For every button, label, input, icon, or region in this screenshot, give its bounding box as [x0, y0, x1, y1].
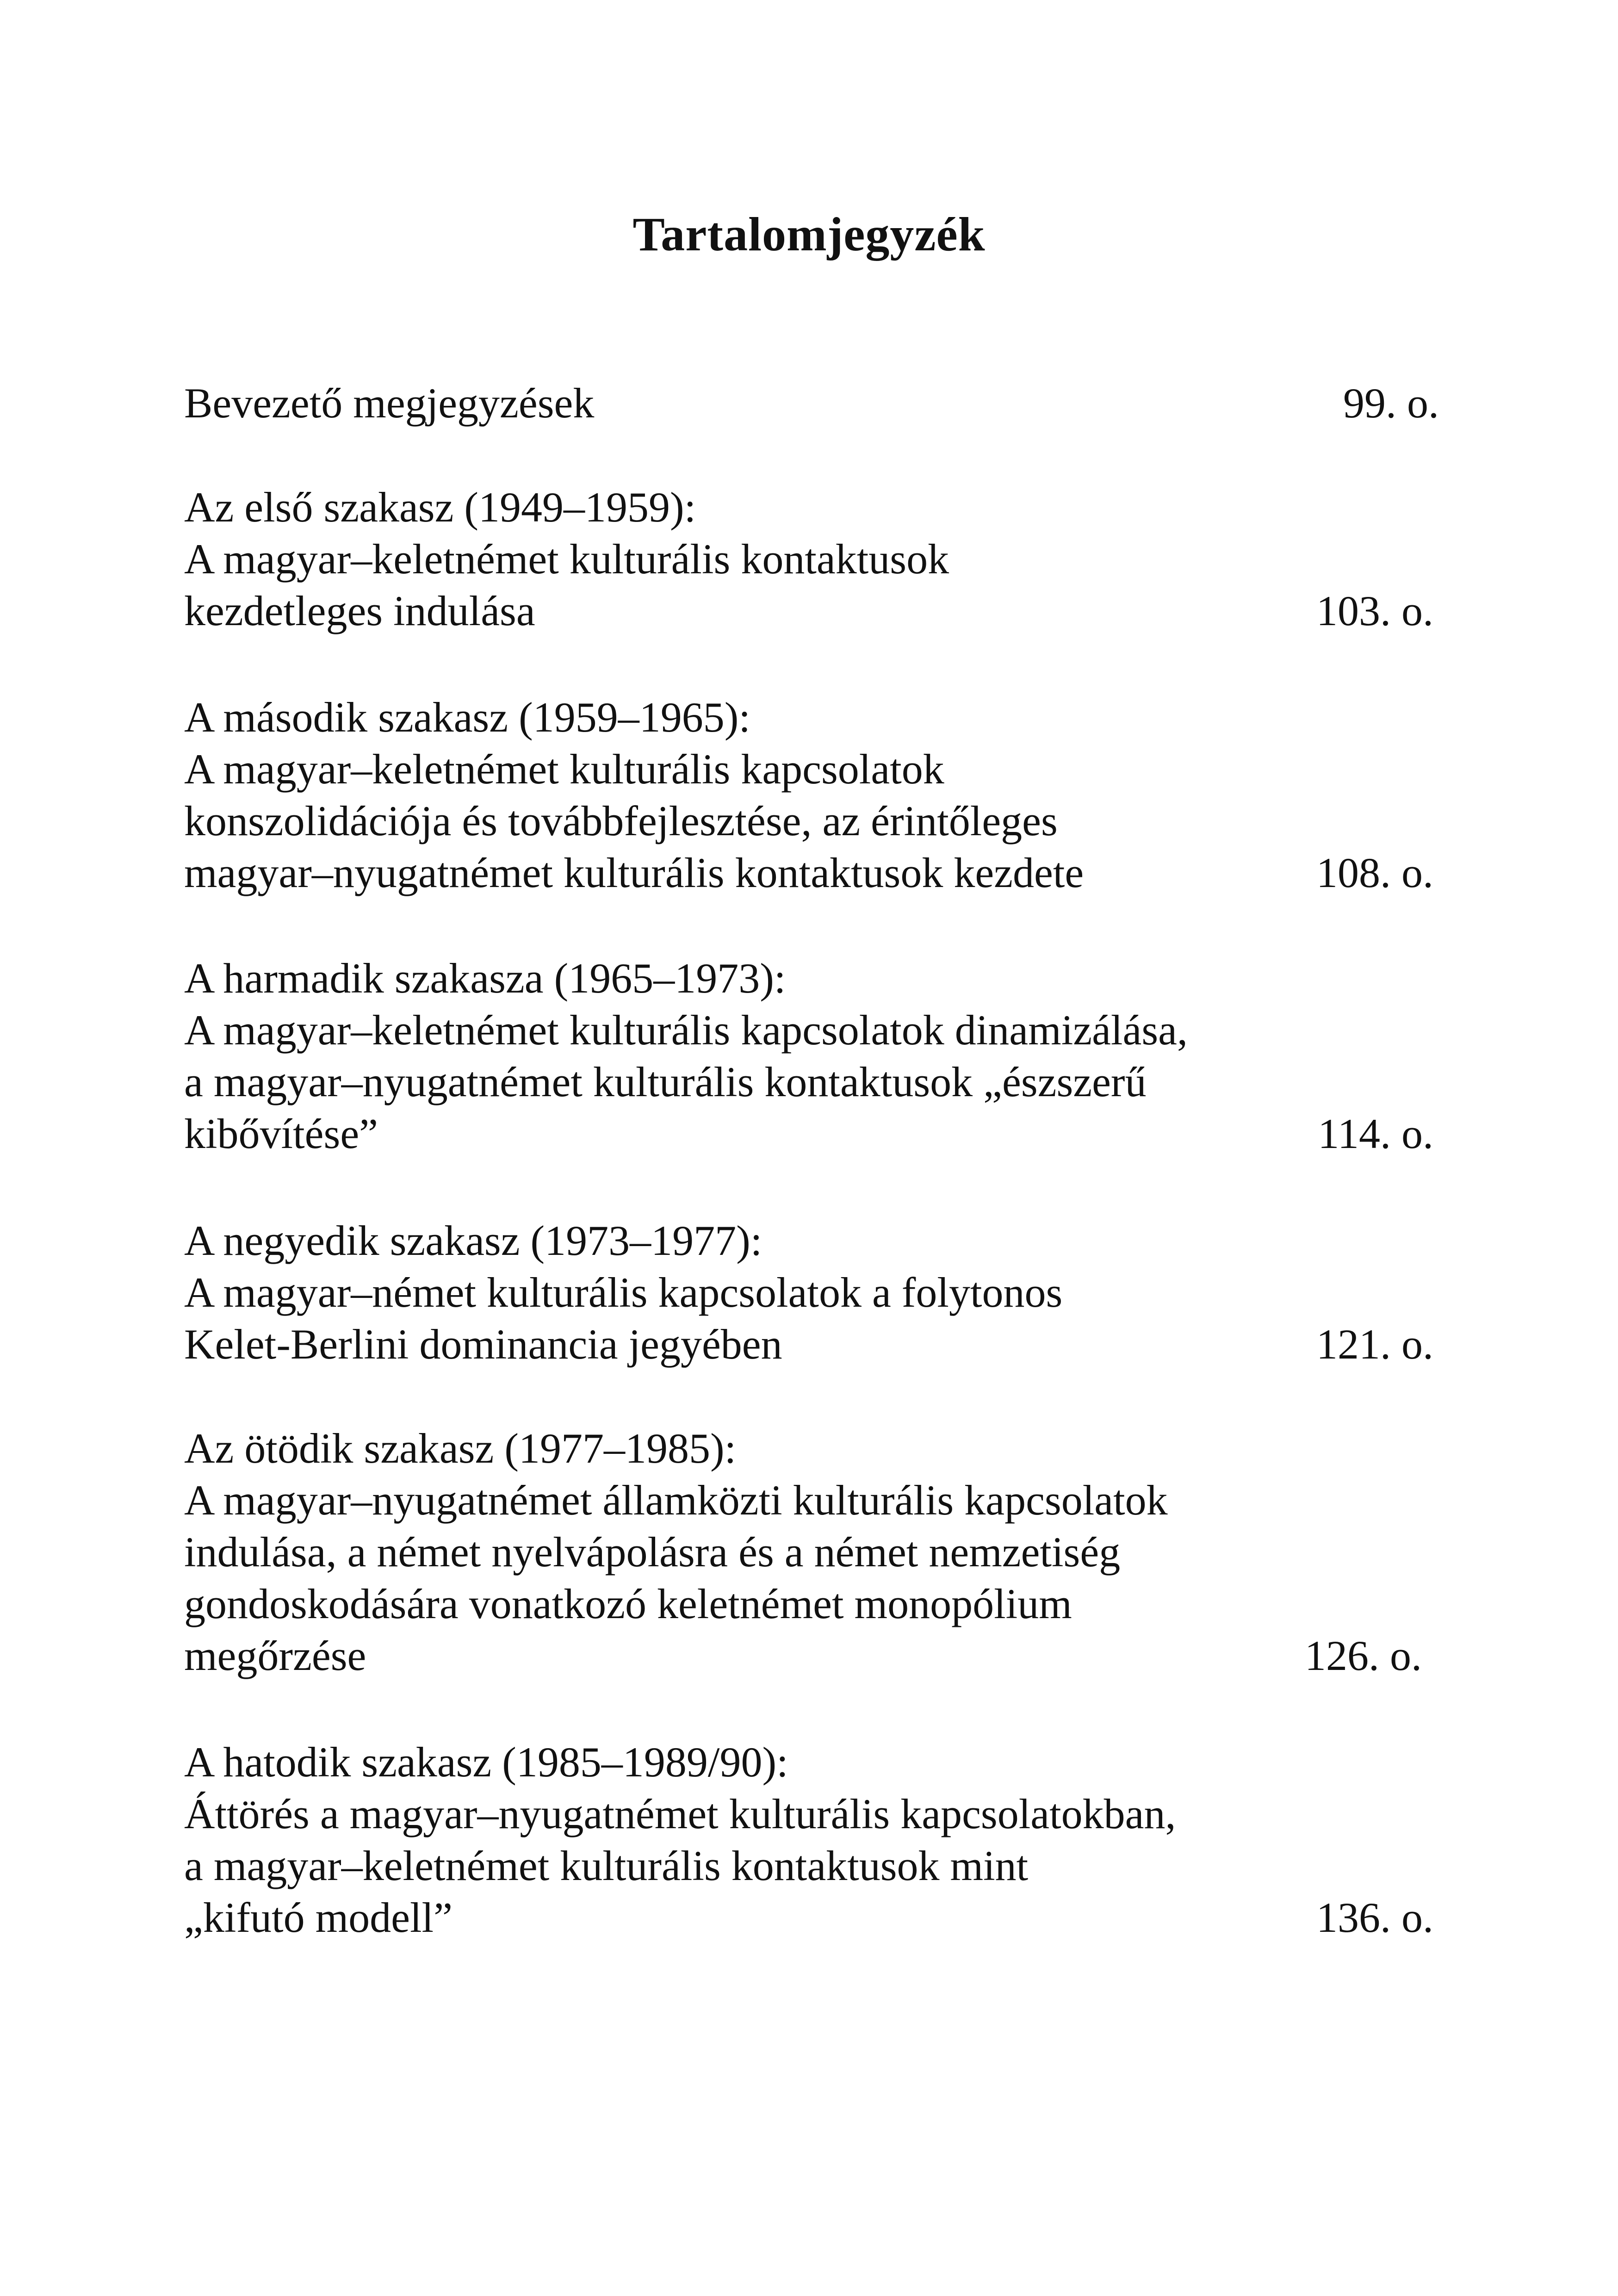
- toc-entry-line: Áttörés a magyar–nyugatnémet kulturális kapcsolatokban,: [184, 1790, 1176, 1837]
- page-title: Tartalomjegyzék: [632, 208, 986, 261]
- toc-page-number: 121. o.: [1316, 1321, 1433, 1368]
- toc-entry-line: kibővítése”: [184, 1110, 378, 1157]
- toc-entry-line: Kelet-Berlini dominancia jegyében: [184, 1321, 782, 1368]
- toc-entry-line: Az első szakasz (1949–1959):: [184, 484, 696, 531]
- toc-entry-line: a magyar–keletnémet kulturális kontaktusok mint: [184, 1842, 1029, 1889]
- toc-entry-line: A magyar–keletnémet kulturális kapcsolatok: [184, 745, 944, 793]
- toc-entry-section-2[interactable]: [184, 691, 1433, 899]
- toc-page-number: 126. o.: [1305, 1632, 1422, 1679]
- toc-page-number: 136. o.: [1316, 1894, 1433, 1941]
- toc-entry-introduction[interactable]: [184, 377, 1439, 429]
- toc-entry-line: A magyar–keletnémet kulturális kontaktusok: [184, 535, 949, 583]
- toc-entry-line: A magyar–német kulturális kapcsolatok a folytonos: [184, 1269, 1063, 1316]
- toc-entry-line: Az ötödik szakasz (1977–1985):: [184, 1425, 737, 1472]
- toc-entry-line: A harmadik szakasza (1965–1973):: [184, 955, 786, 1002]
- toc-page-number: 108. o.: [1316, 849, 1433, 896]
- toc-entry-line: indulása, a német nyelvápolásra és a német nemzetiség: [184, 1528, 1121, 1576]
- toc-entry-line: A második szakasz (1959–1965):: [184, 694, 750, 741]
- toc-entry-line: gondoskodására vonatkozó keletnémet monopólium: [184, 1580, 1072, 1627]
- toc-page-number: 103. o.: [1316, 587, 1433, 634]
- toc-entry-line: a magyar–nyugatnémet kulturális kontaktusok „észszerű: [184, 1058, 1147, 1105]
- toc-entry-section-4[interactable]: [184, 1215, 1433, 1370]
- toc-entry-line: A negyedik szakasz (1973–1977):: [184, 1217, 763, 1264]
- toc-entry-line: konszolidációja és továbbfejlesztése, az érintőleges: [184, 797, 1058, 844]
- toc-entry-line: megőrzése: [184, 1632, 366, 1679]
- toc-entry-line: A magyar–nyugatnémet államközti kulturális kapcsolatok: [184, 1477, 1168, 1524]
- toc-entry-line: A hatodik szakasz (1985–1989/90):: [184, 1738, 788, 1786]
- toc-entry-line: kezdetleges indulása: [184, 587, 535, 634]
- toc-page-number: 99. o.: [1343, 379, 1439, 427]
- toc-entry-line: „kifutó modell”: [184, 1894, 453, 1941]
- toc-entry-line: A magyar–keletnémet kulturális kapcsolatok dinamizálása,: [184, 1006, 1188, 1054]
- toc-entry-line: Bevezető megjegyzések: [184, 379, 595, 427]
- toc-entry-section-3[interactable]: [184, 952, 1433, 1160]
- toc-entry-section-5[interactable]: [184, 1422, 1433, 1682]
- toc-page-number: 114. o.: [1318, 1110, 1433, 1157]
- toc-entry-section-1[interactable]: [184, 481, 1433, 637]
- toc-entry-line: magyar–nyugatnémet kulturális kontaktusok kezdete: [184, 849, 1084, 896]
- toc-entry-section-6[interactable]: [184, 1736, 1433, 1943]
